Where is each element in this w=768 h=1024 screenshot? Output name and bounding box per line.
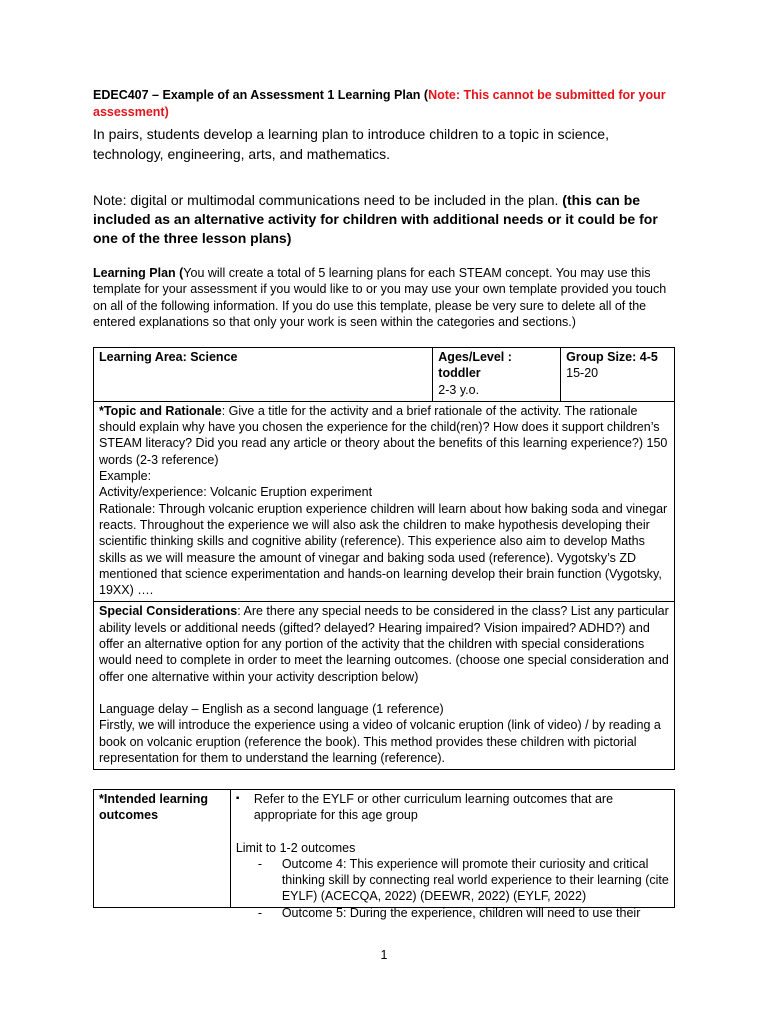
limit-text: Limit to 1-2 outcomes xyxy=(235,840,356,855)
learning-plan-label: Learning Plan ( xyxy=(93,266,184,280)
topic-label: *Topic and Rationale xyxy=(99,403,222,418)
topic-instructions xyxy=(99,403,669,468)
ages-value: 2-3 y.o. xyxy=(438,382,480,397)
note-paragraph xyxy=(93,191,677,248)
activity-line: Activity/experience: Volcanic Eruption experiment xyxy=(99,485,373,500)
learning-plan-table xyxy=(93,347,675,770)
square-bullet-icon: ▪ xyxy=(235,793,240,804)
group-size-label: Group Size: 4-5 xyxy=(566,350,658,364)
dash-icon: - xyxy=(257,856,262,871)
special-considerations-cell xyxy=(94,602,675,770)
list-item xyxy=(236,905,669,921)
example-label: Example: xyxy=(99,469,152,484)
table-row xyxy=(94,602,675,770)
group-size-cell xyxy=(561,348,675,402)
outcomes-label: *Intended learning outcomes xyxy=(99,792,209,823)
heading-title: EDEC407 – Example of an Assessment 1 Learning Plan ( xyxy=(93,88,429,102)
page-number: 1 xyxy=(380,948,388,962)
topic-text: : Give a title for the activity and a brief rationale of the activity. The rationale should explain why have you chosen the experience for the child(ren)? How does it support children’s STEAM literacy? Did you read any article or theory about the benefits of this learning experience?) 150 words (2-3 reference) xyxy=(99,403,668,467)
table-row xyxy=(94,401,675,602)
topic-rationale-cell xyxy=(94,401,675,602)
list-item xyxy=(236,791,669,824)
language-delay-line: Language delay – English as a second language (1 reference) xyxy=(99,701,444,716)
learning-area-label: Learning Area: Science xyxy=(99,350,238,364)
outcomes-table xyxy=(93,789,675,920)
ages-label: Ages/Level : toddler xyxy=(438,350,512,381)
dash-icon: - xyxy=(257,905,262,920)
bullet-text: Refer to the EYLF or other curriculum learning outcomes that are appropriate for this age group xyxy=(253,792,614,823)
document-heading xyxy=(93,87,677,121)
note-text: Note: digital or multimodal communications need to be included in the plan. xyxy=(93,192,563,208)
special-label: Special Considerations xyxy=(99,604,238,619)
alternative-text: Firstly, we will introduce the experience using a video of volcanic eruption (link of video) / by reading a book on volcanic eruption (reference the book). This method provides these children with pictorial representation for them to understand the learning (reference). xyxy=(99,718,661,765)
group-size-value: 15-20 xyxy=(566,366,599,381)
note-bold-text: (this can be included as an alternative activity for children with additional needs or it could be for one of the three lesson plans) xyxy=(93,192,658,246)
learning-plan-text: You will create a total of 5 learning plans for each STEAM concept. You may use this template for your assessment if you would like to or you may use your own template provided you touch on all of the following information. If you do use this template, please be very sure to delete all of the entered explanations so that only your work is seen within the categories and sections.) xyxy=(93,266,667,329)
learning-area-cell xyxy=(94,348,433,402)
rationale-text: Rationale: Through volcanic eruption experience children will learn about how baking soda and vinegar reacts. Throughout the experience we will also ask the children to make hypothesis developing their scientific thinking skills and cognitive ability (reference). This experience also aim to develop Maths skills as we will measure the amount of vinegar and baking soda used (reference). Vygotsky’s ZD mentioned that science experimentation and hands-on learning develop their brain function (Vygotsky, 19XX) …. xyxy=(99,501,668,598)
outcome-5-text: Outcome 5: During the experience, children will need to use their xyxy=(281,905,641,920)
table-row xyxy=(94,348,675,402)
list-item xyxy=(236,856,669,905)
table-row xyxy=(94,790,675,908)
ages-cell xyxy=(433,348,561,402)
outcomes-label-cell xyxy=(94,790,231,908)
outcome-4-text: Outcome 4: This experience will promote their curiosity and critical thinking skill by connecting real world experience to their learning (cite EYLF) (ACECQA, 2022) (DEEWR, 2022) (EYLF, 2022) xyxy=(281,856,669,904)
heading-red-note: Note: This cannot be submitted for your assessment) xyxy=(93,88,666,119)
outcomes-content-cell xyxy=(230,790,674,920)
special-instructions xyxy=(99,603,669,684)
special-text: : Are there any special needs to be considered in the class? List any particular ability levels or additional needs (gifted? delayed? Hearing impaired? Vision impaired? ADHD?) and offer an alternative option for any portion of the activity that the children with special considerations would need to complete in order to meet the learning outcomes. (choose one special consideration and offer one alternative within your activity description below) xyxy=(99,604,669,684)
learning-plan-paragraph xyxy=(93,265,677,330)
intro-paragraph: In pairs, students develop a learning plan to introduce children to a topic in science, technology, engineering, arts, and mathematics. xyxy=(93,126,609,162)
